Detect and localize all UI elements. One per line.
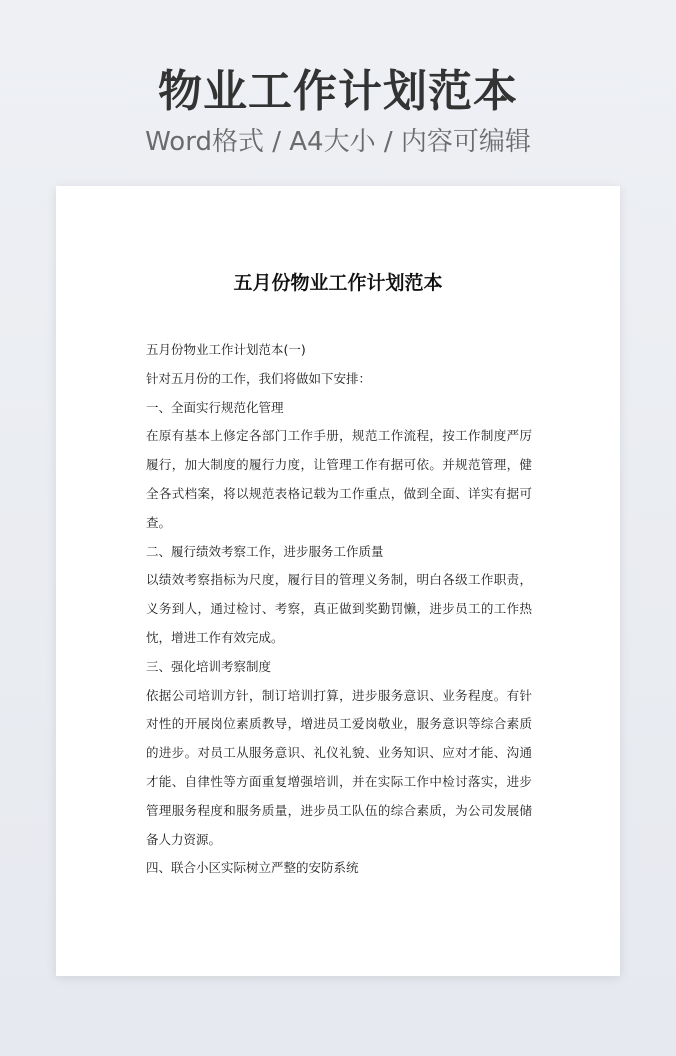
document-title: 五月份物业工作计划范本 [233,272,443,294]
document-body [146,336,532,883]
banner-title: 物业工作计划范本 [158,66,518,117]
doc-paragraph-1: 在原有基本上修定各部门工作手册，规范工作流程，按工作制度严厉履行，加大制度的履行力度，让管理工作有据可依。并规范管理，健全各式档案，将以规范表格记载为工作重点，做到全面、详实有据可查。 [146,428,532,530]
doc-section-heading-3: 三、强化培训考察制度 [146,658,272,674]
doc-section-heading-1: 一、全面实行规范化管理 [146,399,284,415]
doc-paragraph-intro: 针对五月份的工作，我们将做如下安排： [146,370,372,386]
doc-section-heading-2: 二、履行绩效考察工作，进步服务工作质量 [146,543,384,559]
doc-paragraph-heading: 五月份物业工作计划范本(一) [146,342,306,357]
doc-section-heading-4: 四、联合小区实际树立严整的安防系统 [146,860,359,876]
doc-paragraph-2: 以绩效考察指标为尺度，履行目的管理义务制，明白各级工作职责，义务到人，通过检讨、考察，真正做到奖勤罚懒，进步员工的工作热忱，增进工作有效完成。 [146,572,532,645]
banner-subtitle: Word格式 / A4大小 / 内容可编辑 [145,127,531,157]
document-page [56,186,620,976]
banner-header [0,64,676,160]
doc-paragraph-3: 依据公司培训方针，制订培训打算，进步服务意识、业务程度。有针对性的开展岗位素质教导，增进员工爱岗敬业，服务意识等综合素质的进步。对员工从服务意识、礼仪礼貌、业务知识、应对才能、沟通才能、自律性等方面重复增强培训，并在实际工作中检讨落实，进步管理服务程度和服务质量，进步员工队伍的综合素质，为公司发展储备人力资源。 [146,687,532,847]
